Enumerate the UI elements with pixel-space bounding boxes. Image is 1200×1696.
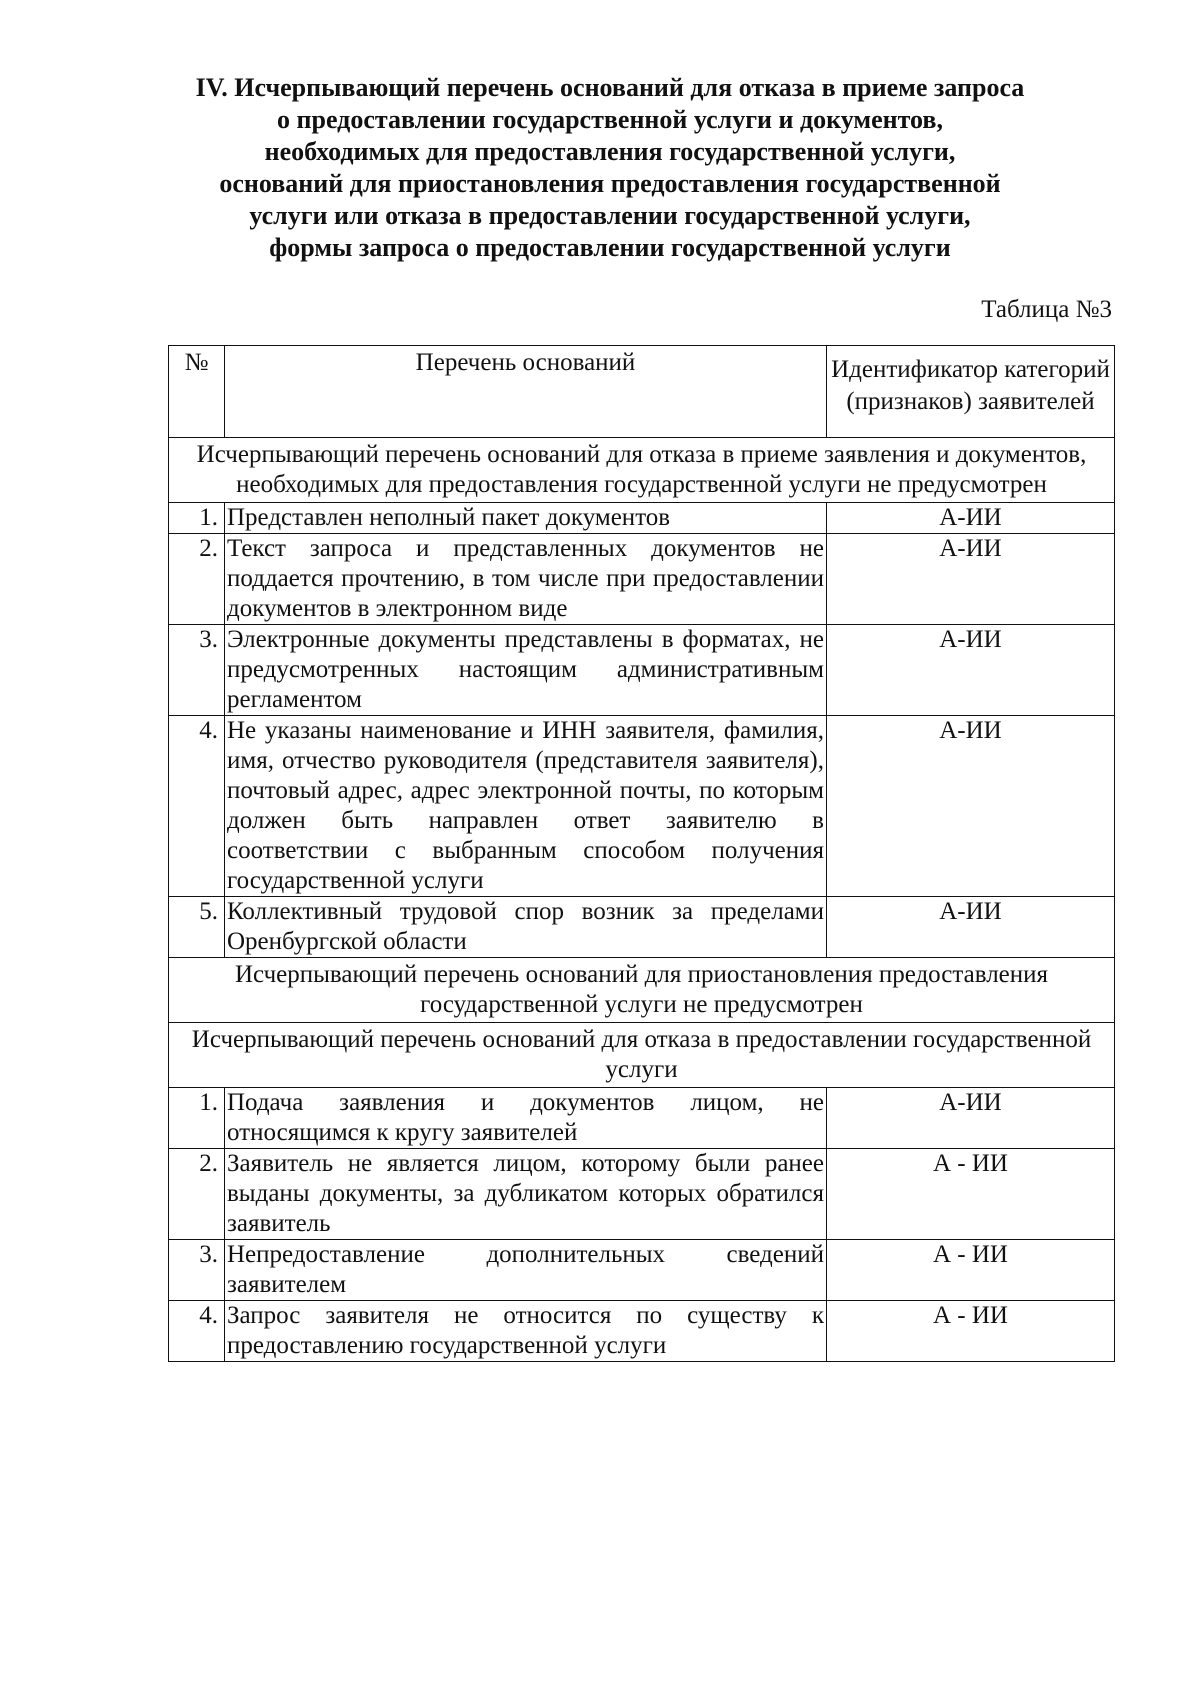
row-number: 5. [169,897,225,958]
heading-line: услуги или отказа в предоставлении государственной услуги, [249,201,971,230]
row-identifier: А-ИИ [827,503,1115,534]
row-identifier: А-ИИ [827,625,1115,716]
section-row [169,438,1115,503]
column-header-reasons: Перечень оснований [225,346,827,438]
row-reason: Электронные документы представлены в форматах, не предусмотренных настоящим административным регламентом [225,625,827,716]
row-identifier: А - ИИ [827,1301,1115,1362]
section-row [169,958,1115,1023]
table-row [169,897,1115,958]
reasons-table [168,345,1115,1362]
heading-line: о предоставлении государственной услуги и документов, [277,105,943,134]
section-title: Исчерпывающий перечень оснований для приостановления предоставления государственной услуги не предусмотрен [169,958,1115,1023]
document-heading [150,72,1070,264]
table-header-row [169,346,1115,438]
row-identifier: А - ИИ [827,1240,1115,1301]
table-row [169,625,1115,716]
column-header-identifier: Идентификатор категорий (признаков) заявителей [827,346,1115,438]
row-number: 2. [169,534,225,625]
row-number: 2. [169,1149,225,1240]
row-identifier: А - ИИ [827,1149,1115,1240]
heading-line: оснований для приостановления предоставления государственной [219,169,1001,198]
table-row [169,1240,1115,1301]
row-identifier: А-ИИ [827,897,1115,958]
row-reason: Текст запроса и представленных документов не поддается прочтению, в том числе при предоставлении документов в электронном виде [225,534,827,625]
section-title: Исчерпывающий перечень оснований для отказа в предоставлении государственной услуги [169,1023,1115,1088]
row-identifier: А-ИИ [827,534,1115,625]
heading-line: IV. Исчерпывающий перечень оснований для отказа в приеме запроса [195,73,1025,102]
row-identifier: А-ИИ [827,716,1115,897]
row-reason: Непредоставление дополнительных сведений заявителем [225,1240,827,1301]
table-row [169,716,1115,897]
row-number: 4. [169,716,225,897]
table-row [169,1149,1115,1240]
row-number: 1. [169,503,225,534]
heading-line: формы запроса о предоставлении государственной услуги [269,233,951,262]
row-reason: Представлен неполный пакет документов [225,503,827,534]
row-identifier: А-ИИ [827,1088,1115,1149]
row-reason: Не указаны наименование и ИНН заявителя, фамилия, имя, отчество руководителя (представителя заявителя), почтовый адрес, адрес электронной почты, по которым должен быть направлен ответ заявителю в соответствии с выбранным способом получения государственной услуги [225,716,827,897]
section-row [169,1023,1115,1088]
row-number: 1. [169,1088,225,1149]
table-row [169,1088,1115,1149]
row-number: 3. [169,625,225,716]
section-title: Исчерпывающий перечень оснований для отказа в приеме заявления и документов, необходимых для предоставления государственной услуги не предусмотрен [169,438,1115,503]
heading-line: необходимых для предоставления государственной услуги, [264,137,956,166]
column-header-number: № [169,346,225,438]
table-row [169,503,1115,534]
row-reason: Запрос заявителя не относится по существу к предоставлению государственной услуги [225,1301,827,1362]
row-reason: Коллективный трудовой спор возник за пределами Оренбургской области [225,897,827,958]
table-row [169,534,1115,625]
table-row [169,1301,1115,1362]
row-number: 4. [169,1301,225,1362]
row-number: 3. [169,1240,225,1301]
row-reason: Подача заявления и документов лицом, не относящимся к кругу заявителей [225,1088,827,1149]
table-caption: Таблица №3 [981,296,1112,323]
row-reason: Заявитель не является лицом, которому были ранее выданы документы, за дубликатом которых обратился заявитель [225,1149,827,1240]
